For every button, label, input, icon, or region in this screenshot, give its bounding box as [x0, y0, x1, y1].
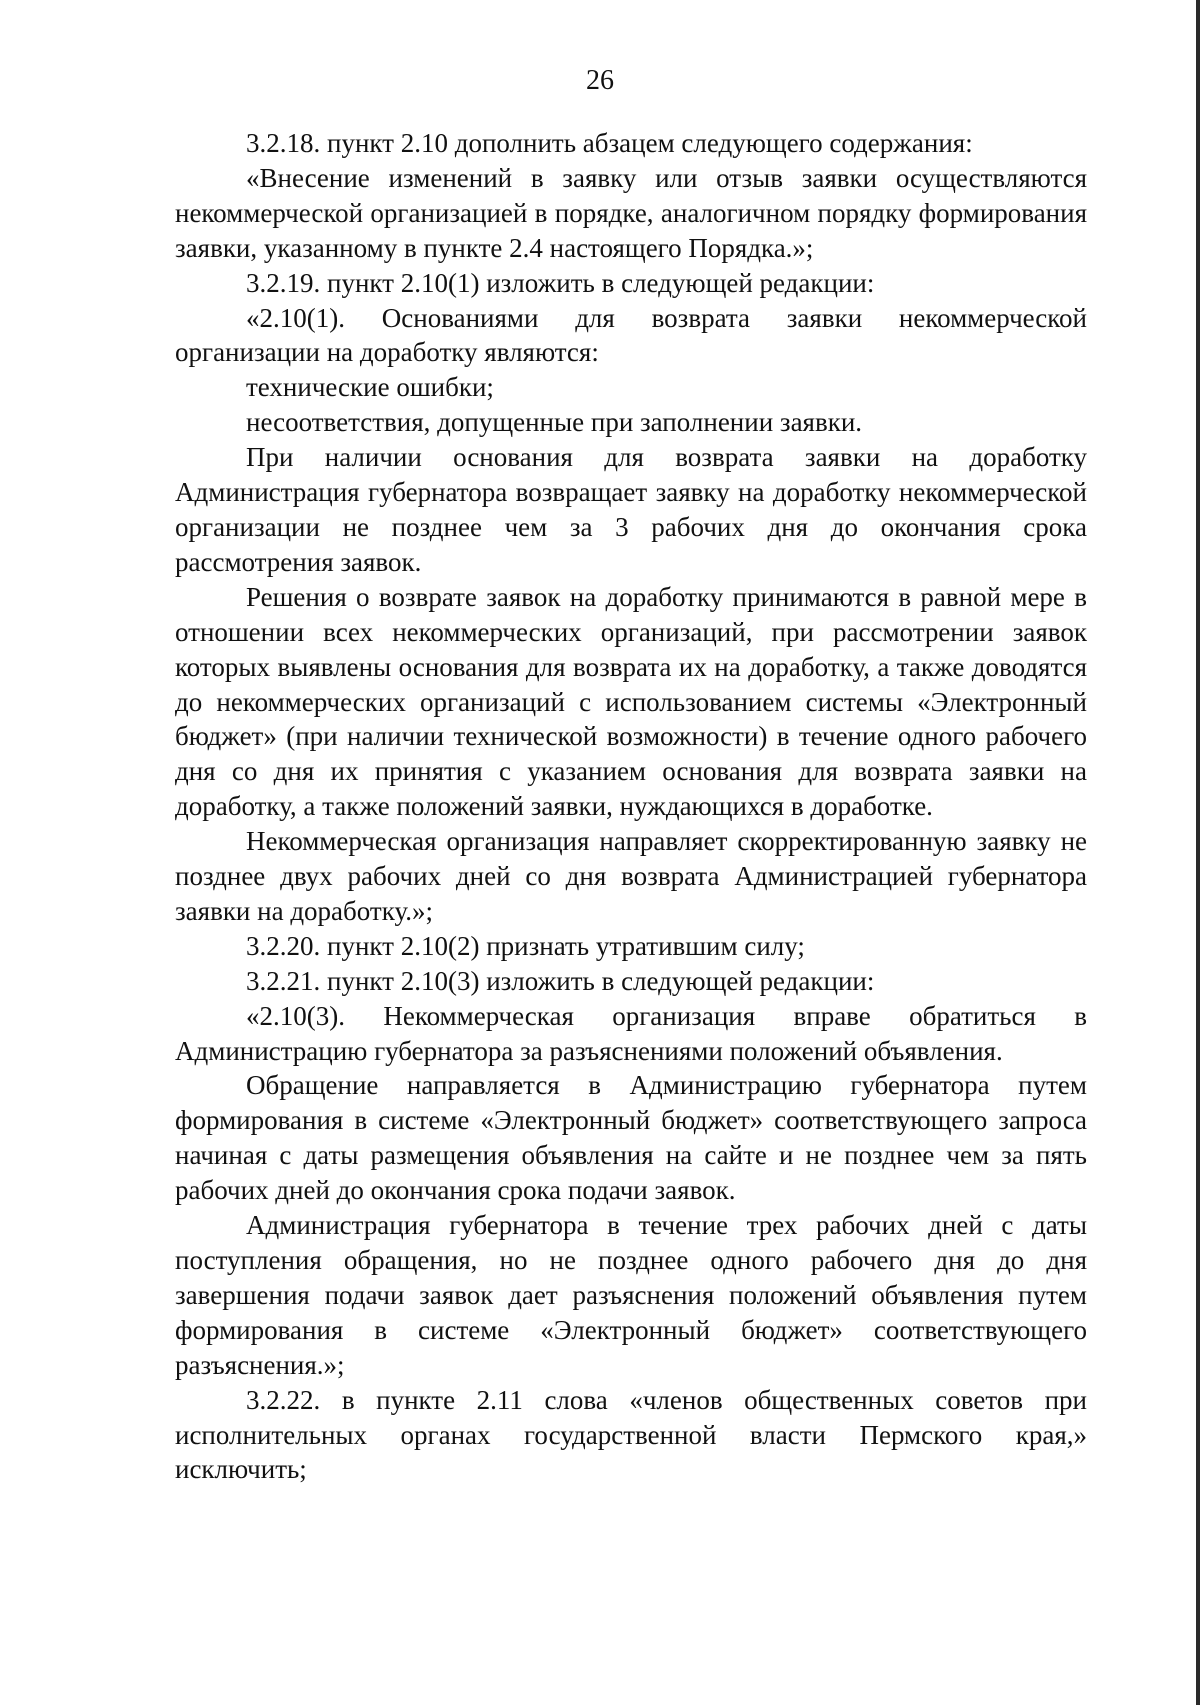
paragraph-clarifications: Администрация губернатора в течение трех рабочих дней с даты поступления обращения, но не позднее одного рабочего дня до дня завершения подачи заявок дает разъяснения положений объявления путем формирования в системе «Электронный бюджет» соответствующего разъяснения.»; — [175, 1210, 1087, 1380]
paragraph-request-submission: Обращение направляется в Администрацию губернатора путем формирования в системе «Электронный бюджет» соответствующего запроса начиная с даты размещения объявления на сайте и не позднее чем за пять рабочих дней до окончания срока подачи заявок. — [175, 1070, 1087, 1206]
paragraph-technical-errors: технические ошибки; — [246, 372, 494, 403]
paragraph-2-10-1: «2.10(1). Основаниями для возврата заявки некоммерческой организации на доработку являются: — [175, 302, 1087, 368]
paragraph-3-2-20: 3.2.20. пункт 2.10(2) признать утратившим силу; — [246, 930, 805, 961]
paragraph-3-2-18: 3.2.18. пункт 2.10 дополнить абзацем следующего содержания: — [246, 128, 973, 158]
paragraph-3-2-21: 3.2.21. пункт 2.10(3) изложить в следующей редакции: — [246, 965, 875, 996]
page-number: 26 — [586, 65, 614, 96]
paragraph-3-2-22: 3.2.22. в пункте 2.11 слова «членов общественных советов при исполнительных органах государственной власти Пермского края,» исключить; — [175, 1384, 1087, 1485]
paragraph-2-10-3: «2.10(3). Некоммерческая организация вправе обратиться в Администрацию губернатора за разъяснениями положений объявления. — [175, 1000, 1087, 1066]
paragraph-return-decisions: Решения о возврате заявок на доработку принимаются в равной мере в отношении всех некоммерческих организаций, при рассмотрении заявок которых выявлены основания для возврата их на доработку, а также доводятся до некоммерческих организаций с использованием системы «Электронный бюджет» (при наличии технической возможности) в течение одного рабочего дня со дня их принятия с указанием основания для возврата заявки на доработку, а также положений заявки, нуждающихся в доработке. — [175, 581, 1087, 822]
paragraph-3-2-19: 3.2.19. пункт 2.10(1) изложить в следующей редакции: — [246, 267, 875, 298]
scan-edge — [1196, 0, 1200, 1705]
paragraph-inconsistencies: несоответствия, допущенные при заполнении заявки. — [246, 407, 863, 438]
document-body — [175, 126, 1087, 1487]
paragraph-return-grounds: При наличии основания для возврата заявки на доработку Администрация губернатора возвращает заявку на доработку некоммерческой организации не позднее чем за 3 рабочих дня до окончания срока рассмотрения заявок. — [175, 442, 1087, 577]
paragraph-corrected-application: Некоммерческая организация направляет скорректированную заявку не позднее двух рабочих дней со дня возврата Администрацией губернатора заявки на доработку.»; — [175, 826, 1087, 926]
paragraph-quote-amendments: «Внесение изменений в заявку или отзыв заявки осуществляются некоммерческой организацией в порядке, аналогичном порядку формирования заявки, указанному в пункте 2.4 настоящего Порядка.»; — [175, 162, 1087, 263]
